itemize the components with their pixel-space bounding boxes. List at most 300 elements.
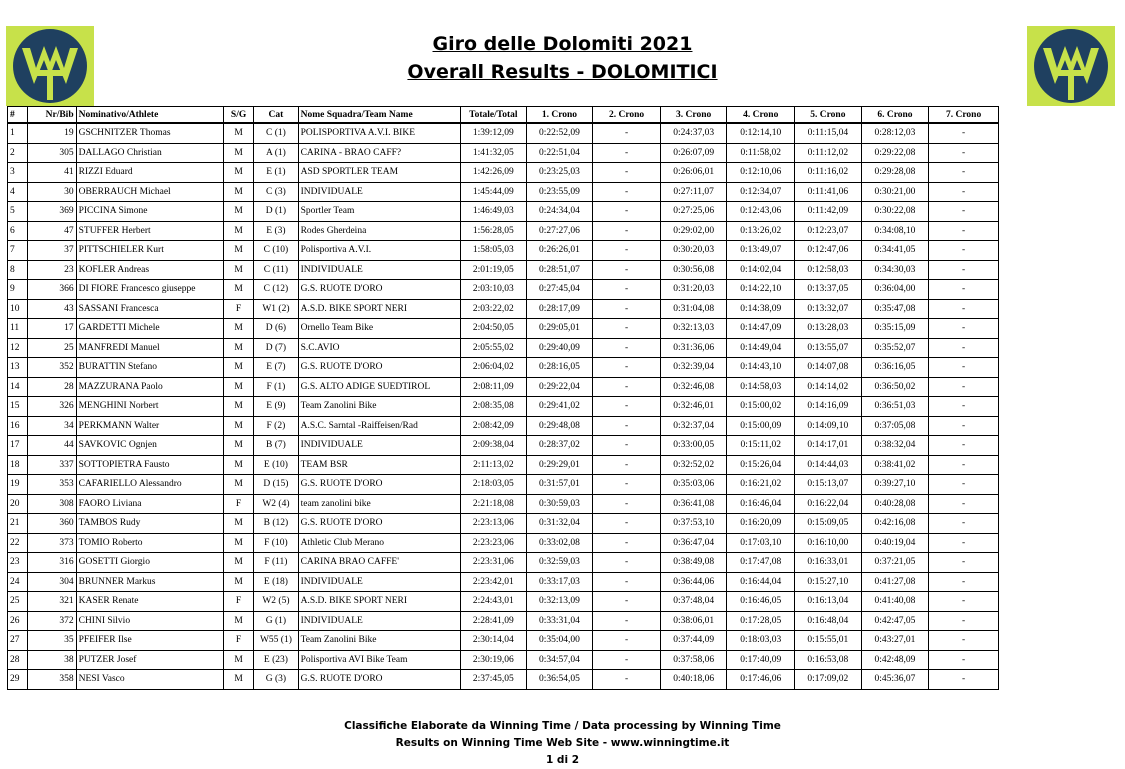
cell-category: G (3) [254, 670, 298, 690]
cell-crono-3: 0:32:39,04 [660, 358, 727, 378]
cell-crono-1: 0:22:51,04 [526, 143, 593, 163]
cell-crono-1: 0:23:55,09 [526, 182, 593, 202]
cell-crono-6: 0:35:15,09 [861, 319, 929, 339]
cell-bib: 308 [28, 494, 76, 514]
cell-crono-4: 0:15:00,02 [727, 397, 795, 417]
cell-crono-6: 0:29:28,08 [861, 163, 929, 183]
cell-total: 1:45:44,09 [461, 182, 527, 202]
col-pos: # [8, 107, 28, 124]
table-row [8, 123, 999, 143]
cell-category: E (9) [254, 397, 298, 417]
cell-category: C (3) [254, 182, 298, 202]
cell-crono-4: 0:15:11,02 [727, 436, 795, 456]
col-crono-2: 2. Crono [593, 107, 661, 124]
cell-pos: 5 [8, 202, 28, 222]
col-bib: Nr/Bib [28, 107, 76, 124]
cell-bib: 352 [28, 358, 76, 378]
cell-crono-5: 0:17:09,02 [795, 670, 862, 690]
cell-bib: 30 [28, 182, 76, 202]
cell-total: 2:06:04,02 [461, 358, 527, 378]
cell-crono-7: - [929, 514, 999, 534]
cell-crono-7: - [929, 123, 999, 143]
cell-crono-1: 0:27:45,04 [526, 280, 593, 300]
cell-crono-3: 0:31:04,08 [660, 299, 727, 319]
cell-crono-6: 0:34:08,10 [861, 221, 929, 241]
cell-bib: 41 [28, 163, 76, 183]
cell-crono-5: 0:11:16,02 [795, 163, 862, 183]
cell-crono-3: 0:35:03,06 [660, 475, 727, 495]
cell-crono-2: - [593, 611, 661, 631]
cell-category: F (10) [254, 533, 298, 553]
cell-crono-6: 0:34:41,05 [861, 241, 929, 261]
cell-crono-1: 0:30:59,03 [526, 494, 593, 514]
cell-crono-7: - [929, 631, 999, 651]
cell-crono-2: - [593, 280, 661, 300]
cell-crono-6: 0:36:51,03 [861, 397, 929, 417]
cell-sex: F [223, 494, 253, 514]
cell-crono-2: - [593, 123, 661, 143]
cell-pos: 21 [8, 514, 28, 534]
cell-bib: 326 [28, 397, 76, 417]
cell-team: G.S. RUOTE D'ORO [298, 475, 460, 495]
cell-category: B (12) [254, 514, 298, 534]
cell-crono-6: 0:43:27,01 [861, 631, 929, 651]
cell-crono-2: - [593, 260, 661, 280]
cell-crono-4: 0:16:20,09 [727, 514, 795, 534]
cell-crono-1: 0:29:29,01 [526, 455, 593, 475]
cell-bib: 373 [28, 533, 76, 553]
table-row [8, 221, 999, 241]
cell-athlete: RIZZI Eduard [76, 163, 223, 183]
cell-team: Team Zanolini Bike [298, 397, 460, 417]
cell-bib: 43 [28, 299, 76, 319]
cell-team: Team Zanolini Bike [298, 631, 460, 651]
cell-athlete: SAVKOVIC Ognjen [76, 436, 223, 456]
cell-athlete: PFEIFER Ilse [76, 631, 223, 651]
cell-category: D (15) [254, 475, 298, 495]
cell-crono-4: 0:12:14,10 [727, 123, 795, 143]
cell-total: 2:21:18,08 [461, 494, 527, 514]
cell-team: CARINA - BRAO CAFF? [298, 143, 460, 163]
cell-crono-4: 0:14:43,10 [727, 358, 795, 378]
cell-crono-2: - [593, 397, 661, 417]
cell-pos: 16 [8, 416, 28, 436]
cell-pos: 26 [8, 611, 28, 631]
cell-pos: 14 [8, 377, 28, 397]
table-row [8, 377, 999, 397]
cell-total: 2:23:42,01 [461, 572, 527, 592]
cell-crono-2: - [593, 650, 661, 670]
cell-category: D (1) [254, 202, 298, 222]
cell-athlete: MENGHINI Norbert [76, 397, 223, 417]
cell-total: 2:30:19,06 [461, 650, 527, 670]
cell-athlete: STUFFER Herbert [76, 221, 223, 241]
cell-category: E (23) [254, 650, 298, 670]
cell-crono-5: 0:13:32,07 [795, 299, 862, 319]
cell-athlete: NESI Vasco [76, 670, 223, 690]
cell-crono-5: 0:11:41,06 [795, 182, 862, 202]
cell-team: POLISPORTIVA A.V.I. BIKE [298, 123, 460, 143]
col-crono-6: 6. Crono [861, 107, 929, 124]
cell-category: E (1) [254, 163, 298, 183]
col-sex: S/G [223, 107, 253, 124]
table-row [8, 280, 999, 300]
table-row [8, 592, 999, 612]
cell-bib: 372 [28, 611, 76, 631]
footer [0, 718, 1125, 769]
cell-pos: 11 [8, 319, 28, 339]
cell-crono-3: 0:26:07,09 [660, 143, 727, 163]
page-title: Giro delle Dolomiti 2021 [432, 33, 693, 55]
cell-category: C (12) [254, 280, 298, 300]
cell-athlete: TOMIO Roberto [76, 533, 223, 553]
cell-crono-7: - [929, 475, 999, 495]
cell-total: 2:08:42,09 [461, 416, 527, 436]
cell-team: CARINA BRAO CAFFE' [298, 553, 460, 573]
cell-crono-2: - [593, 221, 661, 241]
cell-category: D (7) [254, 338, 298, 358]
cell-sex: M [223, 572, 253, 592]
cell-athlete: KOFLER Andreas [76, 260, 223, 280]
cell-sex: M [223, 670, 253, 690]
header [0, 30, 1125, 86]
cell-crono-6: 0:41:27,08 [861, 572, 929, 592]
cell-crono-7: - [929, 650, 999, 670]
cell-crono-1: 0:29:48,08 [526, 416, 593, 436]
cell-crono-6: 0:36:50,02 [861, 377, 929, 397]
cell-sex: M [223, 241, 253, 261]
cell-crono-3: 0:30:56,08 [660, 260, 727, 280]
cell-crono-3: 0:32:46,01 [660, 397, 727, 417]
cell-crono-1: 0:31:57,01 [526, 475, 593, 495]
cell-bib: 366 [28, 280, 76, 300]
cell-crono-1: 0:29:41,02 [526, 397, 593, 417]
col-crono-3: 3. Crono [660, 107, 727, 124]
cell-crono-4: 0:14:49,04 [727, 338, 795, 358]
cell-athlete: MAZZURANA Paolo [76, 377, 223, 397]
table-header [8, 107, 999, 124]
cell-crono-5: 0:15:09,05 [795, 514, 862, 534]
cell-athlete: PITTSCHIELER Kurt [76, 241, 223, 261]
cell-crono-6: 0:28:12,03 [861, 123, 929, 143]
cell-crono-1: 0:35:04,00 [526, 631, 593, 651]
cell-sex: M [223, 202, 253, 222]
cell-crono-5: 0:16:53,08 [795, 650, 862, 670]
table-row [8, 455, 999, 475]
cell-total: 1:41:32,05 [461, 143, 527, 163]
cell-team: Polisportiva AVI Bike Team [298, 650, 460, 670]
cell-total: 2:05:55,02 [461, 338, 527, 358]
cell-crono-3: 0:32:13,03 [660, 319, 727, 339]
table-row [8, 202, 999, 222]
cell-crono-5: 0:14:14,02 [795, 377, 862, 397]
cell-crono-4: 0:14:38,09 [727, 299, 795, 319]
cell-crono-5: 0:11:12,02 [795, 143, 862, 163]
cell-crono-7: - [929, 319, 999, 339]
cell-total: 2:11:13,02 [461, 455, 527, 475]
cell-crono-1: 0:28:17,09 [526, 299, 593, 319]
cell-crono-4: 0:12:10,06 [727, 163, 795, 183]
cell-crono-7: - [929, 338, 999, 358]
cell-crono-7: - [929, 670, 999, 690]
cell-crono-7: - [929, 358, 999, 378]
cell-crono-3: 0:37:44,09 [660, 631, 727, 651]
cell-pos: 3 [8, 163, 28, 183]
cell-pos: 27 [8, 631, 28, 651]
cell-crono-7: - [929, 280, 999, 300]
footer-website: Results on Winning Time Web Site - www.winningtime.it [395, 737, 730, 749]
cell-crono-7: - [929, 611, 999, 631]
cell-athlete: SASSANI Francesca [76, 299, 223, 319]
cell-bib: 47 [28, 221, 76, 241]
cell-crono-3: 0:33:00,05 [660, 436, 727, 456]
cell-bib: 337 [28, 455, 76, 475]
cell-total: 1:56:28,05 [461, 221, 527, 241]
cell-sex: M [223, 280, 253, 300]
cell-crono-4: 0:16:46,05 [727, 592, 795, 612]
cell-crono-1: 0:32:13,09 [526, 592, 593, 612]
cell-sex: M [223, 163, 253, 183]
cell-crono-6: 0:34:30,03 [861, 260, 929, 280]
cell-team: Rodes Gherdeina [298, 221, 460, 241]
col-team: Nome Squadra/Team Name [298, 107, 460, 124]
cell-crono-3: 0:29:02,00 [660, 221, 727, 241]
cell-crono-6: 0:35:47,08 [861, 299, 929, 319]
cell-crono-3: 0:40:18,06 [660, 670, 727, 690]
cell-athlete: DI FIORE Francesco giuseppe [76, 280, 223, 300]
cell-crono-4: 0:16:44,04 [727, 572, 795, 592]
cell-crono-6: 0:30:22,08 [861, 202, 929, 222]
cell-pos: 15 [8, 397, 28, 417]
cell-category: W1 (2) [254, 299, 298, 319]
cell-crono-2: - [593, 241, 661, 261]
cell-team: G.S. RUOTE D'ORO [298, 514, 460, 534]
cell-crono-4: 0:16:21,02 [727, 475, 795, 495]
cell-sex: M [223, 123, 253, 143]
cell-crono-4: 0:11:58,02 [727, 143, 795, 163]
cell-bib: 44 [28, 436, 76, 456]
cell-crono-5: 0:12:23,07 [795, 221, 862, 241]
cell-bib: 37 [28, 241, 76, 261]
cell-category: D (6) [254, 319, 298, 339]
cell-team: Sportler Team [298, 202, 460, 222]
table-row [8, 494, 999, 514]
cell-crono-5: 0:16:33,01 [795, 553, 862, 573]
cell-pos: 29 [8, 670, 28, 690]
cell-category: E (7) [254, 358, 298, 378]
cell-crono-7: - [929, 163, 999, 183]
cell-crono-5: 0:14:16,09 [795, 397, 862, 417]
cell-crono-1: 0:28:16,05 [526, 358, 593, 378]
col-crono-5: 5. Crono [795, 107, 862, 124]
cell-crono-2: - [593, 553, 661, 573]
cell-pos: 13 [8, 358, 28, 378]
page-number: 1 di 2 [545, 754, 580, 766]
cell-crono-4: 0:16:46,04 [727, 494, 795, 514]
cell-category: E (10) [254, 455, 298, 475]
cell-crono-4: 0:13:49,07 [727, 241, 795, 261]
cell-crono-2: - [593, 494, 661, 514]
cell-crono-1: 0:23:25,03 [526, 163, 593, 183]
cell-crono-3: 0:36:47,04 [660, 533, 727, 553]
cell-pos: 10 [8, 299, 28, 319]
table-row [8, 572, 999, 592]
cell-total: 1:58:05,03 [461, 241, 527, 261]
cell-team: INDIVIDUALE [298, 260, 460, 280]
cell-category: W2 (5) [254, 592, 298, 612]
cell-sex: M [223, 455, 253, 475]
cell-crono-6: 0:42:48,09 [861, 650, 929, 670]
cell-crono-6: 0:40:28,08 [861, 494, 929, 514]
cell-crono-1: 0:31:32,04 [526, 514, 593, 534]
cell-athlete: PERKMANN Walter [76, 416, 223, 436]
footer-credit: Classifiche Elaborate da Winning Time / Data processing by Winning Time [344, 720, 781, 732]
cell-crono-1: 0:28:37,02 [526, 436, 593, 456]
cell-crono-1: 0:29:40,09 [526, 338, 593, 358]
cell-bib: 353 [28, 475, 76, 495]
cell-crono-5: 0:16:13,04 [795, 592, 862, 612]
cell-total: 2:30:14,04 [461, 631, 527, 651]
cell-pos: 6 [8, 221, 28, 241]
results-table [7, 106, 999, 690]
cell-crono-6: 0:30:21,00 [861, 182, 929, 202]
cell-total: 2:23:31,06 [461, 553, 527, 573]
cell-crono-7: - [929, 182, 999, 202]
cell-crono-2: - [593, 572, 661, 592]
page-subtitle: Overall Results - DOLOMITICI [407, 61, 718, 83]
cell-crono-4: 0:17:28,05 [727, 611, 795, 631]
col-crono-4: 4. Crono [727, 107, 795, 124]
cell-crono-5: 0:16:22,04 [795, 494, 862, 514]
cell-total: 2:18:03,05 [461, 475, 527, 495]
cell-sex: F [223, 299, 253, 319]
cell-pos: 22 [8, 533, 28, 553]
cell-category: E (3) [254, 221, 298, 241]
cell-crono-4: 0:12:34,07 [727, 182, 795, 202]
col-category: Cat [254, 107, 298, 124]
cell-crono-1: 0:26:26,01 [526, 241, 593, 261]
table-row [8, 319, 999, 339]
cell-crono-5: 0:14:09,10 [795, 416, 862, 436]
cell-crono-3: 0:24:37,03 [660, 123, 727, 143]
cell-total: 2:08:11,09 [461, 377, 527, 397]
table-row [8, 397, 999, 417]
cell-category: F (2) [254, 416, 298, 436]
cell-crono-4: 0:15:00,09 [727, 416, 795, 436]
cell-team: INDIVIDUALE [298, 436, 460, 456]
table-row [8, 650, 999, 670]
cell-athlete: PICCINA Simone [76, 202, 223, 222]
cell-team: ASD SPORTLER TEAM [298, 163, 460, 183]
cell-total: 2:08:35,08 [461, 397, 527, 417]
cell-crono-7: - [929, 436, 999, 456]
cell-total: 2:09:38,04 [461, 436, 527, 456]
cell-bib: 35 [28, 631, 76, 651]
cell-crono-5: 0:14:07,08 [795, 358, 862, 378]
cell-athlete: KASER Renate [76, 592, 223, 612]
cell-category: W55 (1) [254, 631, 298, 651]
cell-team: A.S.D. BIKE SPORT NERI [298, 299, 460, 319]
cell-bib: 304 [28, 572, 76, 592]
cell-crono-2: - [593, 455, 661, 475]
cell-sex: M [223, 143, 253, 163]
cell-crono-2: - [593, 143, 661, 163]
cell-crono-5: 0:13:28,03 [795, 319, 862, 339]
cell-pos: 1 [8, 123, 28, 143]
cell-crono-1: 0:32:59,03 [526, 553, 593, 573]
cell-team: INDIVIDUALE [298, 611, 460, 631]
cell-athlete: GSCHNITZER Thomas [76, 123, 223, 143]
cell-team: A.S.D. BIKE SPORT NERI [298, 592, 460, 612]
cell-pos: 19 [8, 475, 28, 495]
cell-crono-5: 0:16:48,04 [795, 611, 862, 631]
cell-bib: 25 [28, 338, 76, 358]
cell-crono-3: 0:38:49,08 [660, 553, 727, 573]
cell-bib: 23 [28, 260, 76, 280]
cell-crono-2: - [593, 319, 661, 339]
cell-crono-6: 0:36:04,00 [861, 280, 929, 300]
cell-crono-5: 0:13:55,07 [795, 338, 862, 358]
cell-sex: M [223, 436, 253, 456]
cell-pos: 28 [8, 650, 28, 670]
table-row [8, 338, 999, 358]
cell-team: Polisportiva A.V.I. [298, 241, 460, 261]
cell-crono-5: 0:14:44,03 [795, 455, 862, 475]
col-crono-1: 1. Crono [526, 107, 593, 124]
cell-bib: 358 [28, 670, 76, 690]
cell-category: A (1) [254, 143, 298, 163]
cell-pos: 2 [8, 143, 28, 163]
cell-crono-4: 0:17:40,09 [727, 650, 795, 670]
cell-crono-5: 0:12:47,06 [795, 241, 862, 261]
cell-sex: M [223, 533, 253, 553]
cell-crono-2: - [593, 436, 661, 456]
cell-crono-5: 0:12:58,03 [795, 260, 862, 280]
cell-crono-1: 0:36:54,05 [526, 670, 593, 690]
cell-crono-2: - [593, 182, 661, 202]
cell-crono-7: - [929, 377, 999, 397]
cell-bib: 369 [28, 202, 76, 222]
cell-team: Ornello Team Bike [298, 319, 460, 339]
cell-athlete: OBERRAUCH Michael [76, 182, 223, 202]
cell-crono-3: 0:37:53,10 [660, 514, 727, 534]
cell-crono-4: 0:15:26,04 [727, 455, 795, 475]
cell-crono-6: 0:38:41,02 [861, 455, 929, 475]
cell-total: 2:23:13,06 [461, 514, 527, 534]
cell-category: C (11) [254, 260, 298, 280]
cell-crono-7: - [929, 416, 999, 436]
cell-athlete: MANFREDI Manuel [76, 338, 223, 358]
cell-pos: 24 [8, 572, 28, 592]
cell-team: TEAM BSR [298, 455, 460, 475]
cell-crono-2: - [593, 670, 661, 690]
cell-crono-2: - [593, 514, 661, 534]
cell-crono-2: - [593, 475, 661, 495]
cell-athlete: DALLAGO Christian [76, 143, 223, 163]
cell-crono-4: 0:17:46,06 [727, 670, 795, 690]
cell-crono-3: 0:36:41,08 [660, 494, 727, 514]
cell-total: 2:04:50,05 [461, 319, 527, 339]
col-total: Totale/Total [461, 107, 527, 124]
cell-crono-2: - [593, 631, 661, 651]
cell-crono-7: - [929, 143, 999, 163]
table-body [8, 123, 999, 689]
cell-crono-7: - [929, 397, 999, 417]
cell-crono-4: 0:17:03,10 [727, 533, 795, 553]
cell-crono-7: - [929, 494, 999, 514]
cell-athlete: PUTZER Josef [76, 650, 223, 670]
cell-crono-7: - [929, 533, 999, 553]
